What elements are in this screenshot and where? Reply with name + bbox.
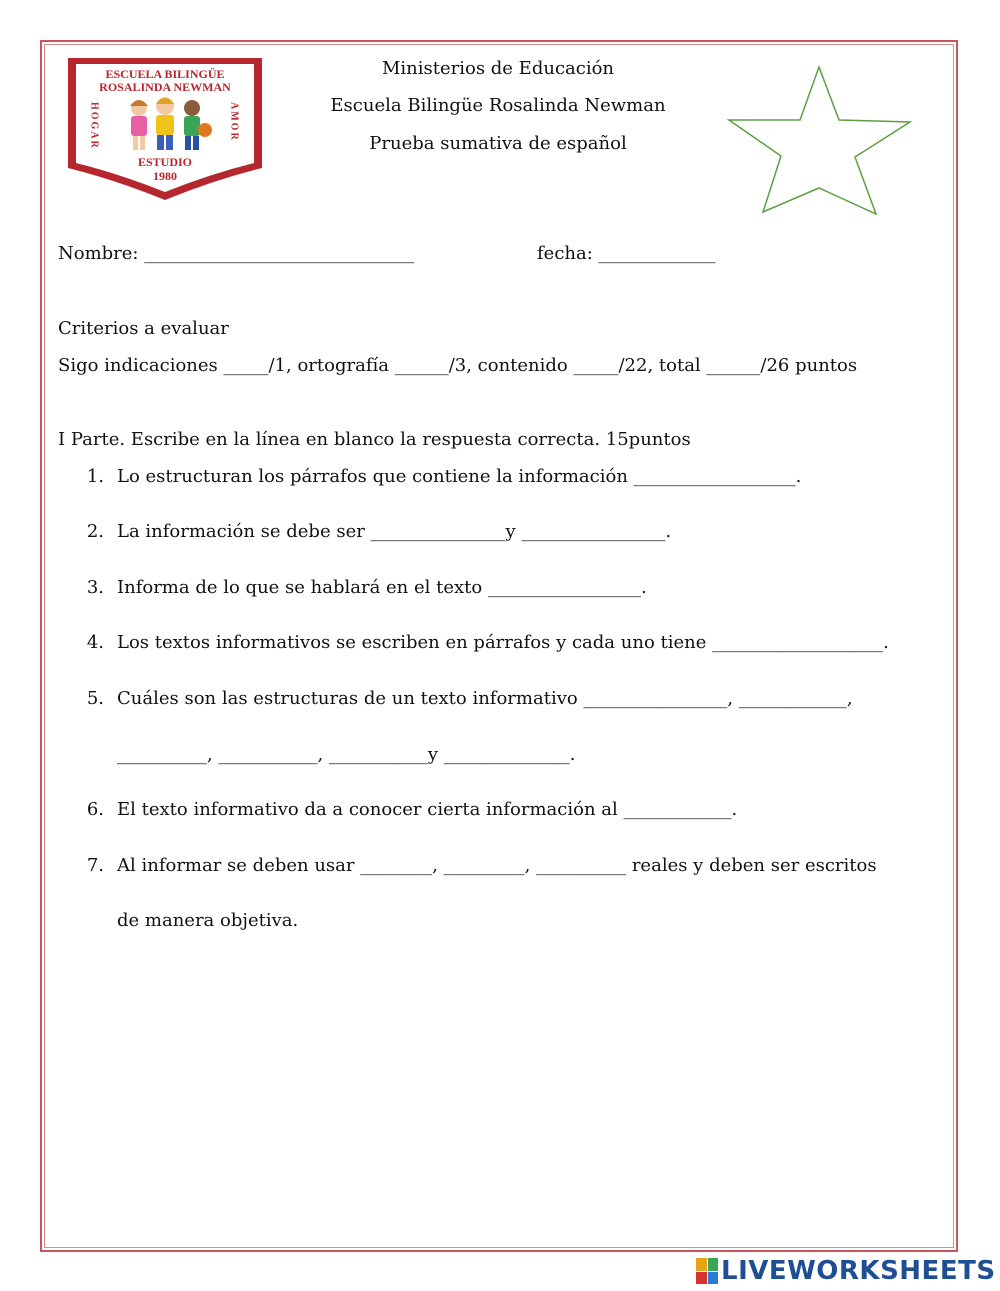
liveworksheets-logo [696,1256,996,1286]
question-7[interactable]: Al informar se deben usar ________, _________, __________ reales y deben ser escritos [117,855,877,876]
question-number: 4. [86,632,104,653]
header-ministry: Ministerios de Educación [381,58,615,79]
crest-bottom1: ESTUDIO [137,155,193,169]
crest-line2: ROSALINDA NEWMAN [99,80,231,94]
liveworksheets-text: LIVEWORKSHEETS [721,1256,996,1286]
question-1[interactable]: Lo estructuran los párrafos que contiene la información __________________. [117,466,802,487]
question-5-continued[interactable]: __________, ___________, ___________y ______________. [117,744,576,765]
name-field[interactable]: Nombre: ______________________________ [58,243,415,264]
crest-right-vertical: AMOR [228,102,240,142]
question-number: 5. [86,688,104,709]
part1-instructions: I Parte. Escribe en la línea en blanco la respuesta correcta. 15puntos [58,429,691,450]
question-number: 2. [86,521,104,542]
question-number: 1. [86,466,104,487]
question-6[interactable]: El texto informativo da a conocer cierta información al ____________. [117,799,738,820]
criteria-line: Sigo indicaciones _____/1, ortografía ______/3, contenido _____/22, total ______/26 puntos [58,355,858,376]
crest-left-vertical: HOGAR [88,102,100,150]
question-number: 6. [86,799,104,820]
header-test-title: Prueba sumativa de español [369,133,627,154]
question-5[interactable]: Cuáles son las estructuras de un texto informativo ________________, ____________, [117,688,853,709]
school-crest-logo [64,56,266,202]
question-3[interactable]: Informa de lo que se hablará en el texto _________________. [117,577,647,598]
crest-bottom2: 1980 [153,169,177,183]
question-4[interactable]: Los textos informativos se escriben en párrafos y cada uno tiene ___________________. [117,632,889,653]
date-field[interactable]: fecha: _____________ [537,243,716,264]
question-7-continued: de manera objetiva. [117,910,299,931]
crest-line1: ESCUELA BILINGÜE [105,67,225,81]
question-2[interactable]: La información se debe ser _______________y ________________. [117,521,672,542]
header-school: Escuela Bilingüe Rosalinda Newman [330,95,666,116]
question-number: 3. [86,577,104,598]
question-number: 7. [86,855,104,876]
star-icon [724,62,916,220]
liveworksheets-icon [696,1258,718,1284]
criteria-title: Criterios a evaluar [58,318,229,339]
